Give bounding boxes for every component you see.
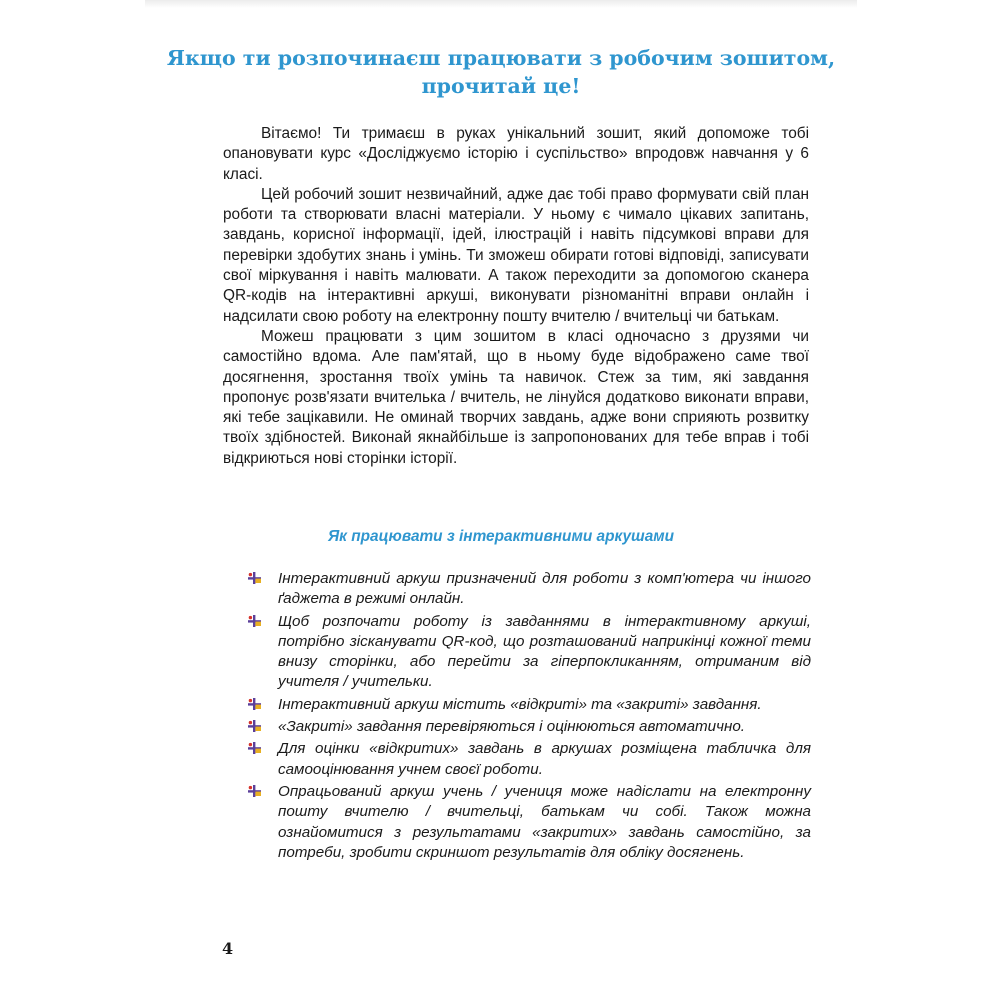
list-item bbox=[241, 569, 811, 610]
list-item bbox=[241, 782, 811, 863]
bullet-marker-icon bbox=[248, 615, 262, 627]
instructions-list bbox=[241, 569, 811, 865]
bullet-marker-icon bbox=[248, 785, 262, 797]
intro-paragraph-3: Можеш працювати з цим зошитом в класі одночасно з друзями чи самостійно вдома. Але пам'ятай, що в ньому буде відображено саме твої досягнення, зростання твоїх умінь та навичок. Стеж за тим, які завдання пропонує розв'язати вчителька / вчитель, не лінуйся додатково виконати вправи, які тебе зацікавили. Не оминай творчих завдань, адже вони сприяють розвитку твоїх здібностей. Виконай якнайбільше із запропонованих для тебе вправ і тобі відкриються нові сторінки історії. bbox=[223, 327, 809, 467]
list-item-text: Щоб розпочати роботу із завданнями в інтерактивному аркуші, потрібно зісканувати QR-код, що розташований наприкінці кожної теми внизу сторінки, або перейти за гіперпокликанням, отриманим від учителя / учительки. bbox=[278, 612, 811, 691]
page-number: 4 bbox=[222, 939, 234, 958]
page-heading-line-1: Якщо ти розпочинаєш працювати з робочим зошитом, bbox=[166, 46, 836, 70]
list-item bbox=[241, 739, 811, 780]
list-item bbox=[241, 717, 811, 737]
section-subheading: Як працювати з інтерактивними аркушами bbox=[327, 528, 675, 545]
page-heading bbox=[145, 44, 857, 100]
bullet-marker-icon bbox=[248, 698, 262, 710]
list-item-text: «Закриті» завдання перевіряються і оцінюються автоматично. bbox=[278, 718, 745, 736]
book-page bbox=[145, 0, 857, 1000]
bullet-marker-icon bbox=[248, 720, 262, 732]
list-item bbox=[241, 612, 811, 693]
page-heading-line-2: прочитай це! bbox=[421, 74, 581, 98]
bullet-marker-icon bbox=[248, 742, 262, 754]
list-item-text: Опрацьований аркуш учень / учениця може надіслати на електронну пошту вчителю / вчительці, батькам чи собі. Також можна ознайомитися з результатами «закритих» завдань самостійно, за потреби, зробити скриншот результатів для обліку досягнень. bbox=[278, 782, 811, 861]
list-item-text: Інтерактивний аркуш призначений для роботи з комп'ютера чи іншого ґаджета в режимі онлайн. bbox=[278, 570, 811, 608]
list-item-text: Інтерактивний аркуш містить «відкриті» та «закриті» завдання. bbox=[278, 695, 762, 713]
intro-paragraph-1: Вітаємо! Ти тримаєш в руках унікальний зошит, який допоможе тобі опановувати курс «Досліджуємо історію і суспільство» впродовж навчання у 6 класі. bbox=[223, 125, 809, 183]
list-item bbox=[241, 695, 811, 715]
bullet-marker-icon bbox=[248, 572, 262, 584]
intro-text bbox=[223, 124, 809, 469]
list-item-text: Для оцінки «відкритих» завдань в аркушах розміщена табличка для самооцінювання учнем своєї роботи. bbox=[278, 740, 811, 778]
intro-paragraph-2: Цей робочий зошит незвичайний, адже дає тобі право формувати свій план роботи та створювати власні матеріали. У ньому є чимало цікавих запитань, завдань, корисної інформації, ідей, ілюстрацій і навіть підсумкові вправи для перевірки здобутих знань і умінь. Ти зможеш обирати готові відповіді, записувати свої міркування і навіть малювати. А також переходити за допомогою сканера QR-кодів на інтерактивні аркуші, виконувати різноманітні вправи онлайн і надсилати свою роботу на електронну пошту вчителю / вчительці чи батькам. bbox=[223, 185, 809, 325]
